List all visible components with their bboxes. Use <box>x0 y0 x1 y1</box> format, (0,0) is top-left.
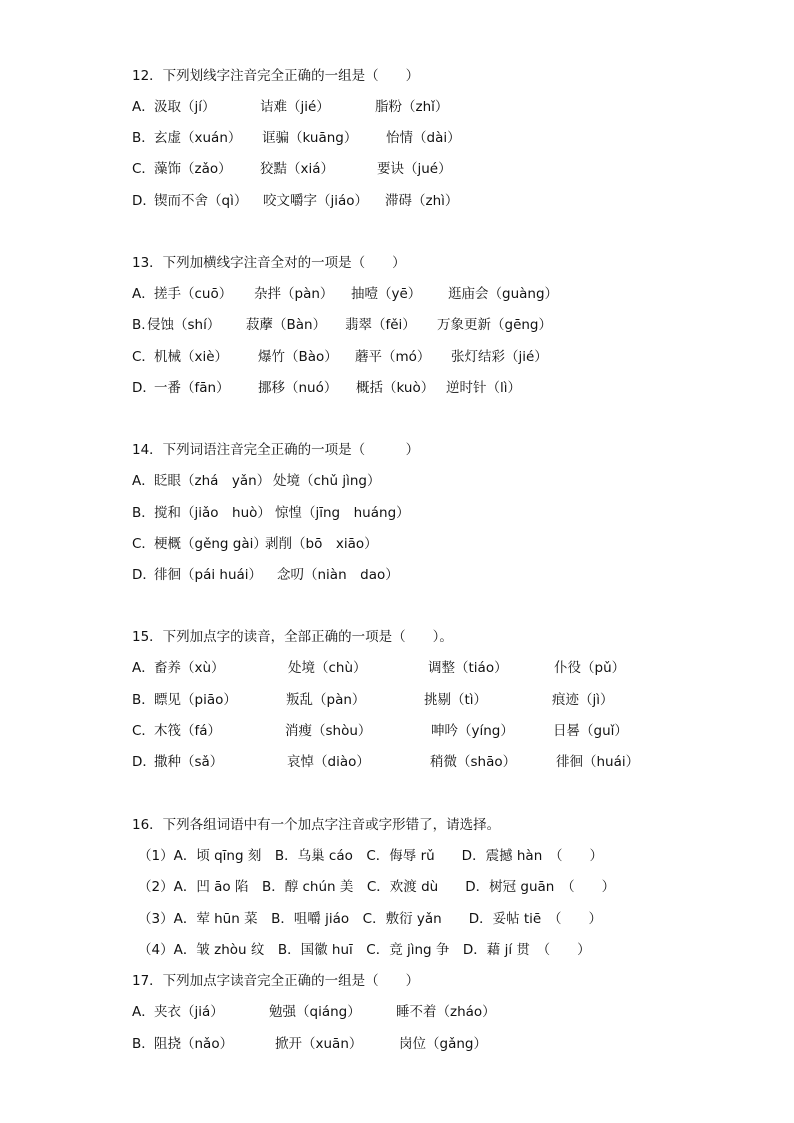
question-16-sub-4[interactable]: （4）A．皱 zhòu 纹 B．国徽 huī C．竞 jìng 争 D．藉 jí 贯 （ ） <box>138 942 591 958</box>
document-page: 12．下列划线字注音完全正确的一组是（ ） A． 汲取（jí） 诘难（jié） 脂粉（zhǐ） B． 玄虚（xuán） 诓骗（kuāng） 怡情（dài） C． 藻饰（zǎo） 狡黠（xiá） 要诀（jué） D． 锲而不舍（qì） 咬文嚼字（jiáo） 滞碍（zhì） 13．下列加横线字注音全对的一项是（ ） A． 搓手（cuō） 杂拌（pàn） 抽噎（yē） 逛庙会（guàng） B. 侵蚀（shí） 菽藦（Bàn） 翡翠（fěi） 万象更新（gēng） C． 机械（xiè） 爆竹（Bào） 蘑平（mó） 张灯结彩（jié） D． 一番（fān） 挪移（nuó） 概括（kuò） 逆时针（lì） 14．下列词语注音完全正确的一项是（ ） A． 眨眼（zhá yǎn） 处境（chǔ jìng） B． 搅和（jiǎo huò） 惊惶（jīng huáng） C． 梗概（gěng gài） 剥削（bō xiāo） D． 徘徊（pái huái） 念叨（niàn dao） 15．下列加点字的读音，全部正确的一项是（ ）。 A． 畜养（xù） 处境（chù） 调整（tiáo） 仆役（pǔ） B． 瞟见（piāo） 叛乱（pàn） 挑剔（tì） 痕迹（jì） C． 木筏（fá） 消瘦（shòu） 呻吟（yíng） 日晷（guǐ） D． 撒种（sǎ） 哀悼（diào） 稍微（shāo） 徘徊（huái） 16．下列各组词语中有一个加点字注音或字形错了，请选择。 （1）A．顷 qīng 刻 B．乌巢 cáo C．侮辱 rǔ D．震撼 hàn （ ） （2）A．凹 āo 陷 B．醇 chún 美 C．欢渡 dù D．树冠 guān （ ） （3）A．荤 hūn 菜 B．咀嚼 jiáo C．敷衍 yǎn D．妥帖 tiē （ ） （4）A．皱 zhòu 纹 B．国徽 huī C．竞 jìng 争 D．藉 jí 贯 （ ） 17．下列加点字读音完全正确的一组是（ ） A． 夹衣（jiá） 勉强（qiáng） 睡不着（zháo） B． 阻挠（nǎo） 掀开（xuān） 岗位（gǎng） <box>132 68 640 1052</box>
question-13-stem: 13．下列加横线字注音全对的一项是（ ） <box>132 255 406 271</box>
question-15-stem: 15．下列加点字的读音，全部正确的一项是（ ）。 <box>132 629 453 645</box>
question-16-sub-2[interactable]: （2）A．凹 āo 陷 B．醇 chún 美 C．欢渡 dù D．树冠 guān （ ） <box>138 879 616 895</box>
question-14-stem: 14．下列词语注音完全正确的一项是（ ） <box>132 442 420 458</box>
question-16-stem: 16．下列各组词语中有一个加点字注音或字形错了，请选择。 <box>132 817 501 833</box>
question-17-stem: 17．下列加点字读音完全正确的一组是（ ） <box>132 973 420 989</box>
question-12-stem: 12．下列划线字注音完全正确的一组是（ ） <box>132 68 420 84</box>
question-16-sub-3[interactable]: （3）A．荤 hūn 菜 B．咀嚼 jiáo C．敷衍 yǎn D．妥帖 tiē （ ） <box>138 911 602 927</box>
question-16-sub-1[interactable]: （1）A．顷 qīng 刻 B．乌巢 cáo C．侮辱 rǔ D．震撼 hàn （ ） <box>138 848 604 864</box>
